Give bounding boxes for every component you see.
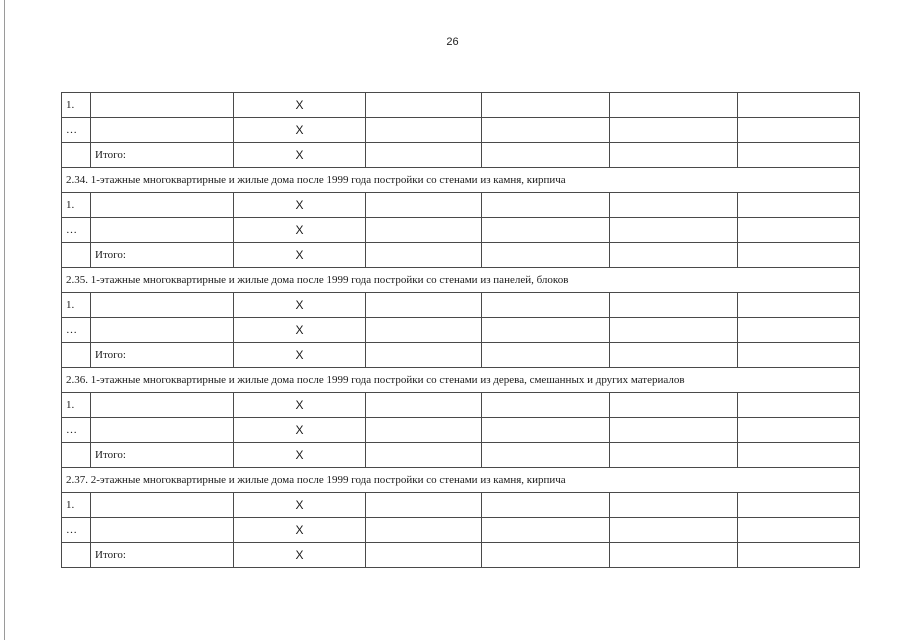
empty-cell: [366, 343, 482, 368]
row-mark-cell: X: [234, 543, 366, 568]
row-name-cell: [91, 518, 234, 543]
empty-cell: [366, 393, 482, 418]
empty-cell: [366, 418, 482, 443]
empty-cell: [738, 93, 860, 118]
row-mark-cell: X: [234, 218, 366, 243]
data-table: [61, 92, 860, 568]
empty-cell: [738, 218, 860, 243]
row-number-cell: …: [62, 118, 91, 143]
table-body: [62, 93, 860, 568]
row-mark-cell: X: [234, 93, 366, 118]
row-number-cell: …: [62, 418, 91, 443]
row-mark-cell: X: [234, 443, 366, 468]
row-number-cell: 1.: [62, 193, 91, 218]
empty-cell: [738, 393, 860, 418]
row-name-cell: Итого:: [91, 243, 234, 268]
row-number-cell: 1.: [62, 293, 91, 318]
row-name-cell: [91, 493, 234, 518]
empty-cell: [366, 318, 482, 343]
table-row: [62, 218, 860, 243]
row-mark-cell: X: [234, 318, 366, 343]
empty-cell: [610, 418, 738, 443]
table-row: [62, 543, 860, 568]
empty-cell: [738, 493, 860, 518]
row-number-cell: 1.: [62, 493, 91, 518]
table-row: [62, 343, 860, 368]
section-title: 2.35. 1-этажные многоквартирные и жилые дома после 1999 года постройки со стенами из панелей, блоков: [62, 268, 860, 293]
row-name-cell: Итого:: [91, 443, 234, 468]
row-mark-cell: X: [234, 293, 366, 318]
empty-cell: [482, 218, 610, 243]
section-header-row: [62, 468, 860, 493]
empty-cell: [482, 443, 610, 468]
row-name-cell: Итого:: [91, 543, 234, 568]
empty-cell: [738, 118, 860, 143]
row-name-cell: [91, 193, 234, 218]
empty-cell: [482, 118, 610, 143]
empty-cell: [366, 143, 482, 168]
table-row: [62, 443, 860, 468]
row-mark-cell: X: [234, 193, 366, 218]
section-header-row: [62, 268, 860, 293]
empty-cell: [738, 418, 860, 443]
empty-cell: [366, 193, 482, 218]
row-name-cell: [91, 118, 234, 143]
row-mark-cell: X: [234, 143, 366, 168]
table-row: [62, 193, 860, 218]
row-number-cell: [62, 443, 91, 468]
empty-cell: [610, 293, 738, 318]
row-mark-cell: X: [234, 518, 366, 543]
table-row: [62, 93, 860, 118]
empty-cell: [482, 343, 610, 368]
row-name-cell: [91, 293, 234, 318]
empty-cell: [482, 493, 610, 518]
empty-cell: [738, 543, 860, 568]
empty-cell: [366, 218, 482, 243]
empty-cell: [610, 193, 738, 218]
empty-cell: [482, 293, 610, 318]
empty-cell: [610, 493, 738, 518]
row-mark-cell: X: [234, 393, 366, 418]
section-header-row: [62, 368, 860, 393]
row-mark-cell: X: [234, 493, 366, 518]
row-name-cell: Итого:: [91, 343, 234, 368]
table-row: [62, 118, 860, 143]
empty-cell: [366, 443, 482, 468]
empty-cell: [738, 518, 860, 543]
empty-cell: [610, 393, 738, 418]
empty-cell: [610, 243, 738, 268]
row-number-cell: [62, 343, 91, 368]
empty-cell: [482, 318, 610, 343]
section-title: 2.34. 1-этажные многоквартирные и жилые дома после 1999 года постройки со стенами из камня, кирпича: [62, 168, 860, 193]
empty-cell: [738, 293, 860, 318]
empty-cell: [610, 143, 738, 168]
empty-cell: [610, 93, 738, 118]
row-name-cell: [91, 393, 234, 418]
empty-cell: [482, 418, 610, 443]
row-mark-cell: X: [234, 243, 366, 268]
row-number-cell: [62, 243, 91, 268]
table-row: [62, 318, 860, 343]
row-name-cell: [91, 318, 234, 343]
empty-cell: [610, 443, 738, 468]
section-title: 2.36. 1-этажные многоквартирные и жилые дома после 1999 года постройки со стенами из дерева, смешанных и других материалов: [62, 368, 860, 393]
page-number: 26: [446, 36, 459, 48]
row-name-cell: [91, 93, 234, 118]
row-number-cell: …: [62, 318, 91, 343]
empty-cell: [738, 243, 860, 268]
empty-cell: [738, 443, 860, 468]
row-mark-cell: X: [234, 343, 366, 368]
empty-cell: [738, 143, 860, 168]
section-title: 2.37. 2-этажные многоквартирные и жилые дома после 1999 года постройки со стенами из камня, кирпича: [62, 468, 860, 493]
empty-cell: [482, 518, 610, 543]
empty-cell: [366, 493, 482, 518]
row-number-cell: [62, 143, 91, 168]
empty-cell: [610, 118, 738, 143]
table-row: [62, 418, 860, 443]
empty-cell: [482, 93, 610, 118]
empty-cell: [366, 118, 482, 143]
row-number-cell: …: [62, 218, 91, 243]
table-row: [62, 243, 860, 268]
empty-cell: [366, 293, 482, 318]
empty-cell: [610, 318, 738, 343]
empty-cell: [482, 143, 610, 168]
row-number-cell: …: [62, 518, 91, 543]
empty-cell: [738, 343, 860, 368]
empty-cell: [482, 243, 610, 268]
table-row: [62, 393, 860, 418]
empty-cell: [610, 543, 738, 568]
empty-cell: [366, 93, 482, 118]
empty-cell: [482, 193, 610, 218]
row-name-cell: Итого:: [91, 143, 234, 168]
empty-cell: [610, 343, 738, 368]
empty-cell: [366, 518, 482, 543]
table-row: [62, 493, 860, 518]
row-mark-cell: X: [234, 418, 366, 443]
table-row: [62, 293, 860, 318]
table-row: [62, 143, 860, 168]
row-number-cell: 1.: [62, 93, 91, 118]
empty-cell: [738, 318, 860, 343]
row-mark-cell: X: [234, 118, 366, 143]
empty-cell: [610, 218, 738, 243]
page-left-edge: [4, 0, 5, 640]
empty-cell: [482, 543, 610, 568]
empty-cell: [366, 243, 482, 268]
row-name-cell: [91, 218, 234, 243]
table-row: [62, 518, 860, 543]
empty-cell: [738, 193, 860, 218]
section-header-row: [62, 168, 860, 193]
row-name-cell: [91, 418, 234, 443]
empty-cell: [482, 393, 610, 418]
row-number-cell: [62, 543, 91, 568]
empty-cell: [610, 518, 738, 543]
row-number-cell: 1.: [62, 393, 91, 418]
empty-cell: [366, 543, 482, 568]
